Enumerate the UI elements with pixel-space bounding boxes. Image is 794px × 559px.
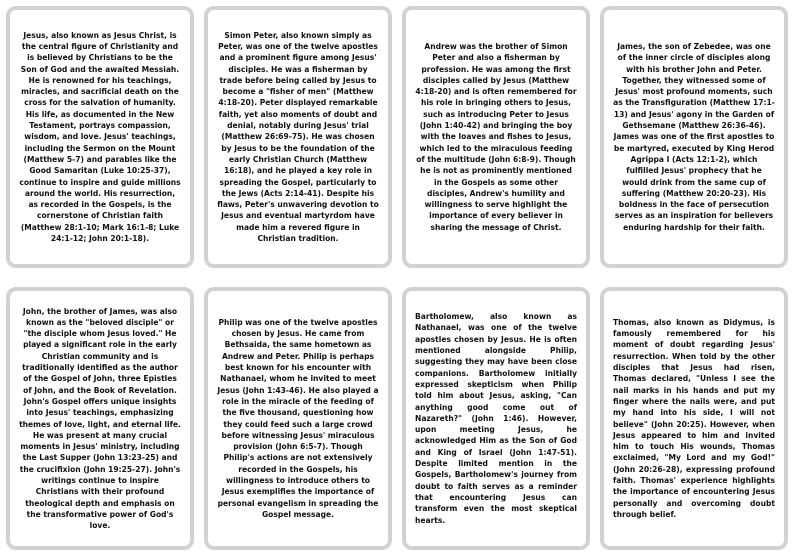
card-text: Philip was one of the twelve apostles chosen by Jesus. He came from Bethsaida, the same hometown as Andrew and Peter. Philip is perhaps best known for his encounter with Nathanael, whom he invited to meet Jesus (John 1:43-46). He also played a role in the miracle of the feeding of the five thousand, questioning how they could feed such a large crowd before witnessing Jesus' miraculous provision (John 6:5-7). Though Philip's actions are not extensively recorded in the Gospels, his willingness to introduce others to Jesus exemplifies the importance of personal evangelism in spreading the Gospel message. — [217, 317, 379, 519]
card-text: Jesus, also known as Jesus Christ, is the central figure of Christianity and is believed by Christians to be the Son of God and the awaited Messiah. He is renowned for his teachings, miracles, and sacrificial death on the cross for the salvation of humanity. His life, as documented in the New Testament, portrays compassion, wisdom, and love. Jesus' teachings, including the Sermon on the Mount (Matthew 5-7) and parables like the Good Samaritan (Luke 10:25-37), continue to inspire and guide millions around the world. His resurrection, as recorded in the Gospels, is the cornerstone of Christian faith (Matthew 28:1-10; Mark 16:1-8; Luke 24:1-12; John 20:1-18). — [19, 30, 181, 244]
card-text: Andrew was the brother of Simon Peter and also a fisherman by profession. He was among the first disciples called by Jesus (Matthew 4:18-20) and is often remembered for his role in bringing others to Jesus, such as introducing Peter to Jesus (John 1:40-42) and bringing the boy with the loaves and fishes to Jesus, which led to the miraculous feeding of the multitude (John 6:8-9). Though he is not as prominently mentioned in the Gospels as some other disciples, Andrew's humility and willingness to serve highlight the importance of every believer in sharing the message of Christ. — [415, 41, 577, 232]
card-philip — [204, 287, 392, 550]
card-simon-peter — [204, 6, 392, 268]
card-text: John, the brother of James, was also known as the "beloved disciple" or "the disciple whom Jesus loved." He played a significant role in the early Christian community and is traditionally identified as the author of the Gospel of John, three Epistles of John, and the Book of Revelation. John's Gospel offers unique insights into Jesus' teachings, emphasizing themes of love, light, and eternal life. He was present at many crucial moments in Jesus' ministry, including the Last Supper (John 13:23-25) and the crucifixion (John 19:25-27). John's writings continue to inspire Christians with their profound theological depth and emphasis on the transformative power of God's love. — [19, 306, 181, 531]
card-bartholomew — [402, 287, 590, 550]
card-andrew — [402, 6, 590, 268]
card-text: Thomas, also known as Didymus, is famously remembered for his moment of doubt regarding Jesus' resurrection. When told by the other disciples that Jesus had risen, Thomas declared, "Unless I see the nail marks in his hands and put my finger where the nails were, and put my hand into his side, I will not believe" (John 20:25). However, when Jesus appeared to him and invited him to touch His wounds, Thomas exclaimed, "My Lord and my God!" (John 20:26-28), expressing profound faith. Thomas' experience highlights the importance of encountering Jesus personally and overcoming doubt through belief. — [613, 317, 775, 519]
card-james — [600, 6, 788, 268]
card-jesus — [6, 6, 194, 268]
card-thomas — [600, 287, 788, 550]
card-text: Simon Peter, also known simply as Peter, was one of the twelve apostles and a prominent figure among Jesus' disciples. He was a fisherman by trade before being called by Jesus to become a "fisher of men" (Matthew 4:18-20). Peter displayed remarkable faith, yet also moments of doubt and denial, notably during Jesus' trial (Matthew 26:69-75). He was chosen by Jesus to be the foundation of the early Christian Church (Matthew 16:18), and he played a key role in spreading the Gospel, particularly to the Jews (Acts 2:14-41). Despite his flaws, Peter's unwavering devotion to Jesus and eventual martyrdom have made him a revered figure in Christian tradition. — [217, 30, 379, 244]
card-john — [6, 287, 194, 550]
card-text: James, the son of Zebedee, was one of the inner circle of disciples along with his brother John and Peter. Together, they witnessed some of Jesus' most profound moments, such as the Transfiguration (Matthew 17:1-13) and Jesus' agony in the Garden of Gethsemane (Matthew 26:36-46). James was one of the first apostles to be martyred, executed by King Herod Agrippa I (Acts 12:1-2), which fulfilled Jesus' prophecy that he would drink from the same cup of suffering (Matthew 20:20-23). His boldness in the face of persecution serves as an inspiration for believers enduring hardship for their faith. — [613, 41, 775, 232]
card-text: Bartholomew, also known as Nathanael, was one of the twelve apostles chosen by Jesus. He is often mentioned alongside Philip, suggesting they may have been close companions. Bartholomew initially expressed skepticism when Philip told him about Jesus, asking, "Can anything good come out of Nazareth?" (John 1:46). However, upon meeting Jesus, he acknowledged Him as the Son of God and King of Israel (John 1:47-51). Despite limited mention in the Gospels, Bartholomew's journey from doubt to faith serves as a reminder that encountering Jesus can transform even the most skeptical hearts. — [415, 312, 577, 525]
